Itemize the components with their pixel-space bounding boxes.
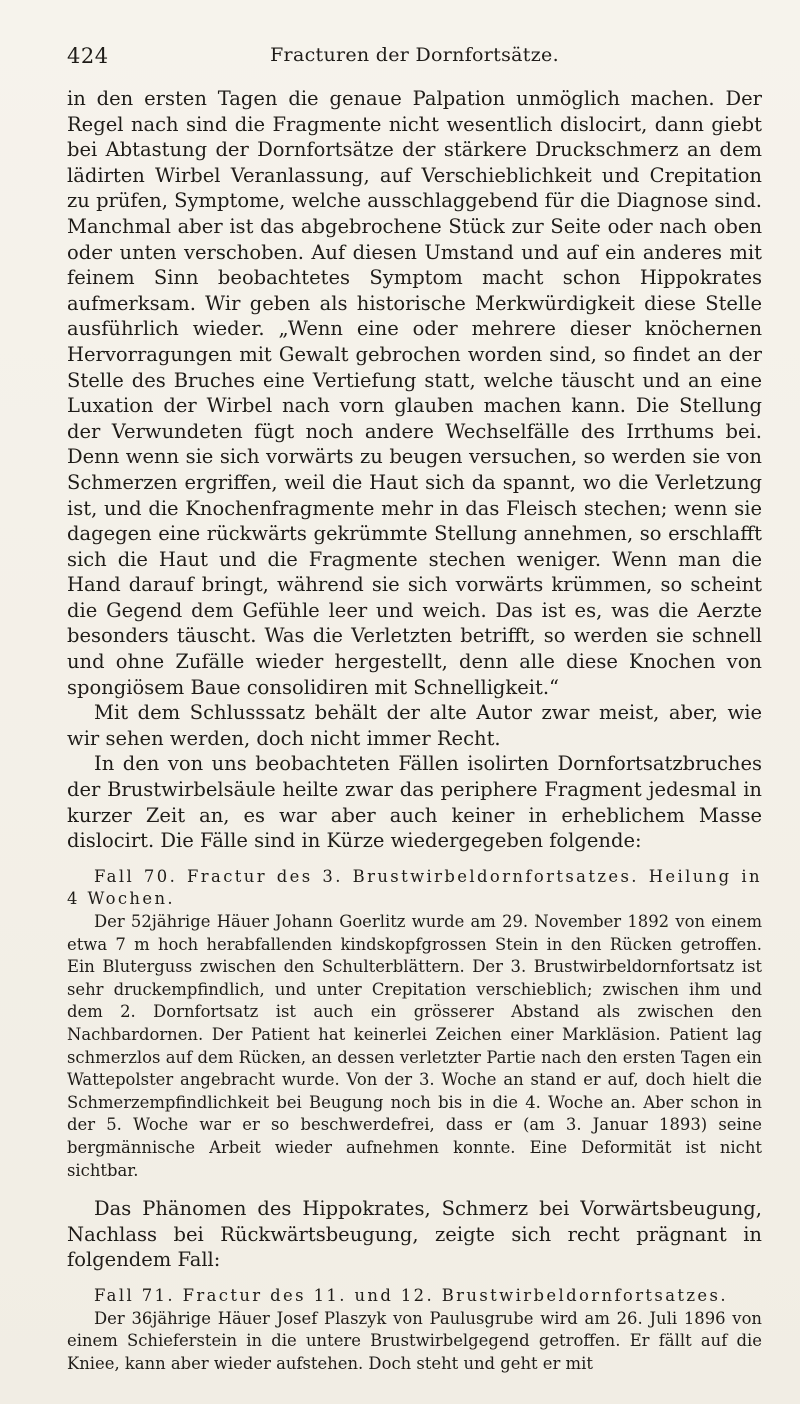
case-70-title: Fall 70. Fractur des 3. Brustwirbeldornfortsatzes. Heilung in 4 Wochen.: [67, 866, 762, 909]
page-header: [67, 44, 762, 68]
page-number: 424: [67, 44, 109, 68]
case-70-text: Der 52jährige Häuer Johann Goerlitz wurde am 29. November 1892 von einem etwa 7 m hoch herabfallenden kindskopfgrossen Stein in den Rücken getroffen. Ein Bluterguss zwischen den Schulterblättern. Der 3. Brustwirbeldornfortsatz ist sehr druckempfindlich, und unter Crepitation verschieblich; zwischen ihm und dem 2. Dornfortsatz ist auch ein grösserer Abstand als zwischen den Nachbardornen. Der Patient hat keinerlei Zeichen einer Markläsion. Patient lag schmerzlos auf dem Rücken, an dessen verletzter Partie nach den ersten Tagen ein Wattepolster angebracht wurde. Von der 3. Woche an stand er auf, doch hielt die Schmerzempfindlichkeit bei Beugung noch bis in die 4. Woche an. Aber schon in der 5. Woche war er so beschwerdefrei, dass er (am 3. Januar 1893) seine bergmännische Arbeit wieder aufnehmen konnte. Eine Deformität ist nicht sichtbar.: [67, 912, 762, 1180]
case-71-text: Der 36jährige Häuer Josef Plaszyk von Paulusgrube wird am 26. Juli 1896 von einem Schieferstein in die untere Brustwirbelgegend getroffen. Er fällt auf die Kniee, kann aber wieder aufstehen. Doch steht und geht er mit: [67, 1308, 762, 1373]
case-71: [67, 1285, 762, 1375]
running-title: Fracturen der Dornfortsätze.: [270, 44, 559, 66]
case-71-title: Fall 71. Fractur des 11. und 12. Brustwirbeldornfortsatzes.: [94, 1285, 728, 1305]
paragraph-own-cases: In den von uns beobachteten Fällen isolirten Dornfortsatzbruches der Brustwirbelsäule heilte zwar das periphere Fragment jedesmal in kurzer Zeit an, es war aber auch keiner in erheblichem Masse dislocirt. Die Fälle sind in Kürze wiedergegeben folgende:: [67, 752, 762, 853]
paragraph-conclusion: Mit dem Schlusssatz behält der alte Autor zwar meist, aber, wie wir sehen werden, doch nicht immer Recht.: [67, 701, 762, 750]
paragraph-phenomenon: Das Phänomen des Hippokrates, Schmerz bei Vorwärtsbeugung, Nachlass bei Rückwärtsbeugung, zeigte sich recht prägnant in folgendem Fall:: [67, 1197, 762, 1272]
paragraph-hippokrates-quote: in den ersten Tagen die genaue Palpation unmöglich machen. Der Regel nach sind die Fragmente nicht wesentlich dislocirt, dann giebt bei Abtastung der Dornfortsätze der stärkere Druckschmerz an dem lädirten Wirbel Veranlassung, auf Verschieblichkeit und Crepitation zu prüfen, Symptome, welche ausschlaggebend für die Diagnose sind. Manchmal aber ist das abgebrochene Stück zur Seite oder nach oben oder unten verschoben. Auf diesen Umstand und auf ein anderes mit feinem Sinn beobachtetes Symptom macht schon Hippokrates aufmerksam. Wir geben als historische Merkwürdigkeit diese Stelle ausführlich wieder. „Wenn eine oder mehrere dieser knöchernen Hervorragungen mit Gewalt gebrochen worden sind, so findet an der Stelle des Bruches eine Vertiefung statt, welche täuscht und an eine Luxation der Wirbel nach vorn glauben machen kann. Die Stellung der Verwundeten fügt noch andere Wechselfälle des Irrthums bei. Denn wenn sie sich vorwärts zu beugen versuchen, so werden sie von Schmerzen ergriffen, weil die Haut sich da spannt, wo die Verletzung ist, und die Knochenfragmente mehr in das Fleisch stechen; wenn sie dagegen eine rückwärts gekrümmte Stellung annehmen, so erschlafft sich die Haut und die Fragmente stechen weniger. Wenn man die Hand darauf bringt, während sie sich vorwärts krümmen, so scheint die Gegend dem Gefühle leer und weich. Das ist es, was die Aerzte besonders täuscht. Was die Verletzten betrifft, so werden sie schnell und ohne Zufälle wieder hergestellt, denn alle diese Knochen von spongiösem Baue consolidiren mit Schnelligkeit.“: [67, 87, 762, 699]
case-70: [67, 866, 762, 1182]
body-text: [67, 86, 762, 1375]
